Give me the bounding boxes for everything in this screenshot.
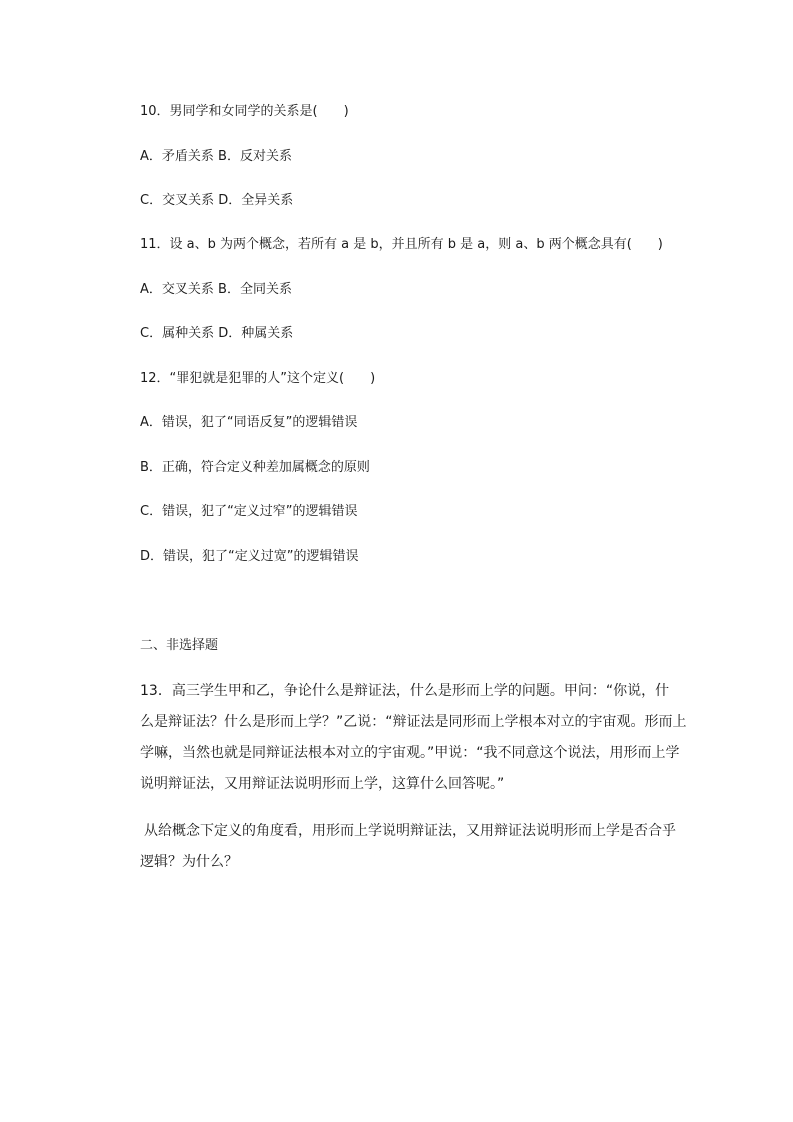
question-11-option-ab: A．交叉关系 B．全同关系	[140, 282, 292, 297]
question-12-option-d: D．错误，犯了“定义过宽”的逻辑错误	[140, 549, 359, 564]
question-13-prompt	[140, 816, 676, 878]
question-13-line-2: 么是辩证法？什么是形而上学？”乙说：“辩证法是同形而上学根本对立的宇宙观。形而上	[140, 714, 687, 730]
question-13-prompt-line-1: 从给概念下定义的角度看，用形而上学说明辩证法，又用辩证法说明形而上学是否合乎	[144, 823, 676, 839]
question-13-paragraph	[140, 676, 687, 800]
question-12-option-b: B．正确，符合定义种差加属概念的原则	[140, 460, 370, 475]
question-10-option-cd: C．交叉关系 D．全异关系	[140, 193, 294, 208]
question-12-option-c: C．错误，犯了“定义过窄”的逻辑错误	[140, 504, 358, 519]
question-12-option-a: A．错误，犯了“同语反复”的逻辑错误	[140, 415, 358, 430]
question-10-option-ab: A．矛盾关系 B．反对关系	[140, 149, 292, 164]
question-13-line-4: 说明辩证法，又用辩证法说明形而上学，这算什么回答呢。”	[140, 776, 505, 792]
question-10-stem: 10．男同学和女同学的关系是( )	[140, 104, 349, 119]
question-11-stem: 11．设 a、b 为两个概念，若所有 a 是 b，并且所有 b 是 a，则 a、b 两个概念具有( )	[140, 237, 663, 252]
section-2-heading: 二、非选择题	[140, 638, 219, 653]
question-13-line-1: 13．高三学生甲和乙，争论什么是辩证法，什么是形而上学的问题。甲问：“你说，什	[140, 683, 670, 699]
question-13-line-3: 学嘛，当然也就是同辩证法根本对立的宇宙观。”甲说：“我不同意这个说法，用形而上学	[140, 745, 680, 761]
question-13-prompt-line-2: 逻辑？为什么？	[140, 854, 238, 870]
question-11-option-cd: C．属种关系 D．种属关系	[140, 326, 294, 341]
question-12-stem: 12．“罪犯就是犯罪的人”这个定义( )	[140, 371, 376, 386]
